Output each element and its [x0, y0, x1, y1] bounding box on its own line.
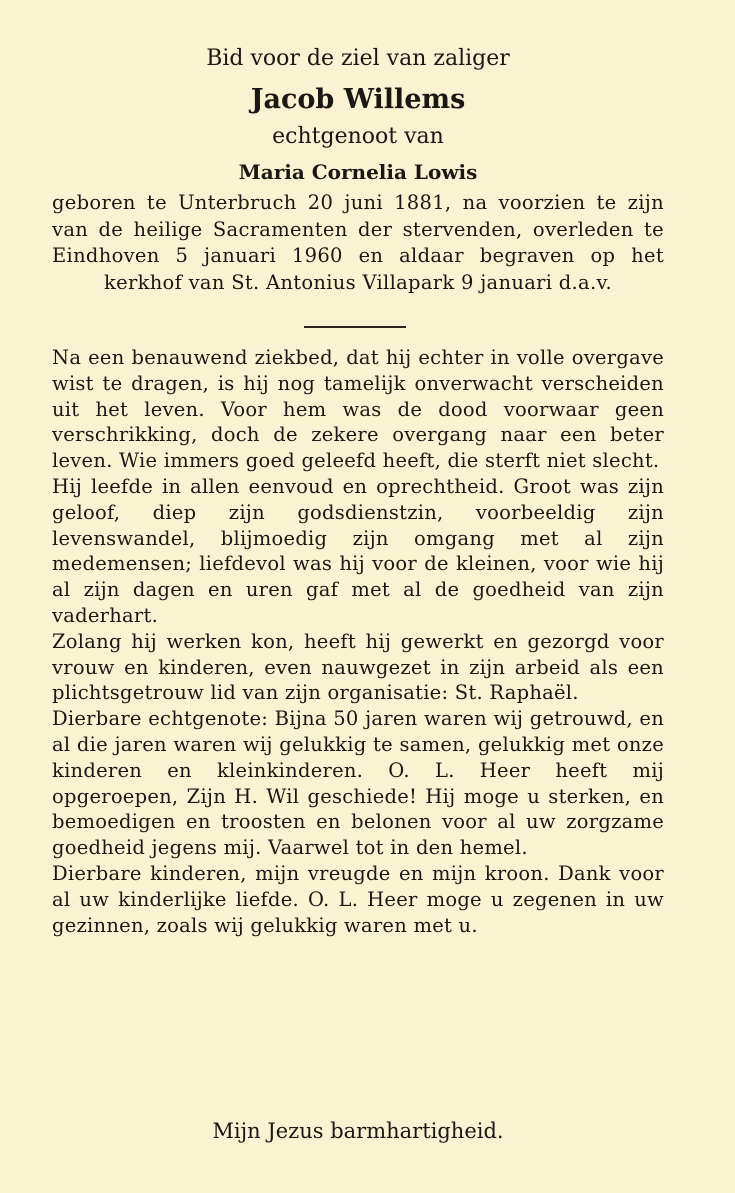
paragraph: Na een benauwend ziekbed, dat hij echter in volle overgave wist te dragen, is hij nog tamelijk onverwacht verscheiden uit het leven. Voor hem was de dood voorwaar geen verschrikking, doch de zekere overgang naar een beter leven. Wie immers goed geleefd heeft, die sterft niet slecht. — [52, 346, 664, 473]
spouse-name: Maria Cornelia Lowis — [238, 160, 478, 184]
intro-line: Bid voor de ziel van zaliger — [206, 46, 510, 71]
spouse-label: echtgenoot van — [272, 124, 444, 149]
paragraph: Dierbare kinderen, mijn vreugde en mijn kroon. Dank voor al uw kinderlijke liefde. O. L. Heer moge u zegenen in uw gezinnen, zoals wij gelukkig waren met u. — [52, 861, 664, 937]
paragraph: Zolang hij werken kon, heeft hij gewerkt en gezorgd voor vrouw en kinderen, even nauwgezet in zijn arbeid als een plichtsgetrouw lid van zijn organisatie: St. Raphaël. — [52, 629, 664, 705]
closing-prayer: Mijn Jezus barmhartigheid. — [212, 1119, 504, 1143]
deceased-name: Jacob Willems — [250, 84, 466, 115]
divider — [304, 326, 406, 328]
paragraph: Dierbare echtgenote: Bijna 50 jaren waren wij getrouwd, en al die jaren waren wij gelukkig te samen, gelukkig met onze kinderen en kleinkinderen. O. L. Heer heeft mij opgeroepen, Zijn H. Wil geschiede! Hij moge u sterken, en bemoedigen en troosten en belonen voor al uw zorgzame goedheid jegens mij. Vaarwel tot in den hemel. — [52, 707, 664, 860]
biography: geboren te Unterbruch 20 juni 1881, na voorzien te zijn van de heilige Sacramenten der stervenden, overleden te Eindhoven 5 januari 1960 en aldaar begraven op het kerkhof van St. Antonius Villapark 9 januari d.a.v. — [52, 191, 664, 294]
memorial-text — [52, 345, 664, 938]
paragraph: Hij leefde in allen eenvoud en oprechtheid. Groot was zijn geloof, diep zijn godsdienstzin, voorbeeldig zijn levenswandel, blijmoedig zijn omgang met al zijn medemensen; liefdevol was hij voor de kleinen, voor wie hij al zijn dagen en uren gaf met al de goedheid van zijn vaderhart. — [52, 474, 664, 627]
